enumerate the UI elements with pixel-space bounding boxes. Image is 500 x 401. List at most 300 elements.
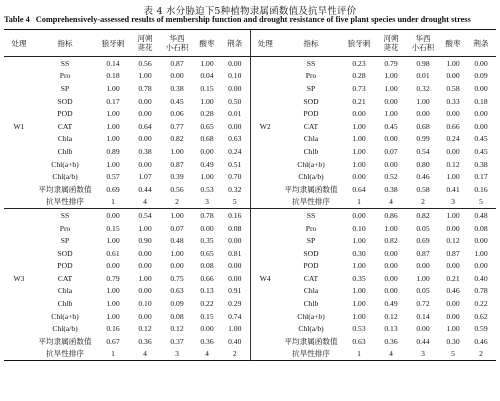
indicator-cell: 抗旱性排序 bbox=[280, 196, 342, 209]
value-cell: 0.38 bbox=[138, 146, 152, 156]
value-cell: 0.00 bbox=[446, 71, 460, 81]
value-cell: 0.54 bbox=[138, 210, 152, 220]
value-cell: 1.00 bbox=[352, 121, 366, 131]
value-cell: 0.00 bbox=[384, 286, 398, 296]
value-cell: 0.28 bbox=[200, 109, 214, 119]
value-cell: 0.82 bbox=[170, 134, 184, 144]
table-row bbox=[4, 297, 496, 310]
value-cell: 4 bbox=[205, 349, 209, 359]
value-cell: 1.00 bbox=[446, 324, 460, 334]
value-cell: 0.32 bbox=[416, 83, 430, 93]
value-cell: 0.64 bbox=[352, 184, 366, 194]
value-cell: 0.49 bbox=[200, 159, 214, 169]
value-cell: 0.00 bbox=[474, 121, 488, 131]
indicator-cell: Pro bbox=[59, 223, 71, 233]
treatment-cell bbox=[4, 335, 34, 348]
value-cell: 0.68 bbox=[416, 121, 430, 131]
value-cell: 3 bbox=[421, 349, 425, 359]
value-cell: 0.53 bbox=[200, 184, 214, 194]
indicator-cell: Pro bbox=[305, 223, 317, 233]
table-row bbox=[4, 348, 496, 361]
value-cell: 3 bbox=[175, 349, 179, 359]
value-cell: 0.56 bbox=[138, 58, 152, 68]
value-cell: 0.00 bbox=[416, 261, 430, 271]
indicator-cell: SP bbox=[60, 236, 70, 246]
value-cell: 0.15 bbox=[200, 83, 214, 93]
value-cell: 4 bbox=[389, 349, 393, 359]
value-cell: 0.51 bbox=[220, 158, 250, 171]
value-cell: 0.89 bbox=[106, 146, 120, 156]
value-cell: 1.07 bbox=[138, 172, 152, 182]
value-cell: 0.01 bbox=[220, 107, 250, 120]
header-treatment-right: 处理 bbox=[250, 30, 280, 57]
indicator-cell: 平均隶属函数值 bbox=[38, 184, 92, 194]
treatment-cell bbox=[250, 310, 280, 323]
value-cell: 0.63 bbox=[220, 133, 250, 146]
header-species-4-right: 酸枣 bbox=[440, 30, 466, 57]
table-row bbox=[4, 107, 496, 120]
indicator-cell: Chl(a/b) bbox=[52, 324, 78, 334]
value-cell: 0.81 bbox=[220, 247, 250, 260]
indicator-cell: Chla bbox=[57, 286, 73, 296]
value-cell: 0.12 bbox=[138, 324, 152, 334]
value-cell: 0.82 bbox=[416, 210, 430, 220]
value-cell: 0.00 bbox=[416, 324, 430, 334]
value-cell: 0.10 bbox=[220, 70, 250, 83]
value-cell: 0.65 bbox=[200, 121, 214, 131]
value-cell: 0.46 bbox=[446, 286, 460, 296]
value-cell: 1.00 bbox=[200, 58, 214, 68]
table-row bbox=[4, 183, 496, 196]
value-cell: 0.78 bbox=[138, 83, 152, 93]
treatment-cell bbox=[250, 209, 280, 222]
value-cell: 0.72 bbox=[416, 299, 430, 309]
value-cell: 0.14 bbox=[106, 58, 120, 68]
value-cell: 4 bbox=[376, 196, 406, 209]
value-cell: 0.87 bbox=[170, 58, 184, 68]
table-row bbox=[4, 196, 496, 209]
header-indicator-right: 指标 bbox=[280, 30, 342, 57]
value-cell: 0.63 bbox=[352, 336, 366, 346]
table-row bbox=[4, 145, 496, 158]
value-cell: 1.00 bbox=[352, 261, 366, 271]
indicator-cell: Chla bbox=[303, 286, 319, 296]
value-cell: 1.00 bbox=[446, 172, 460, 182]
table-label: Table 4 bbox=[4, 15, 30, 24]
value-cell: 0.08 bbox=[170, 311, 184, 321]
value-cell: 0.29 bbox=[220, 297, 250, 310]
value-cell: 0.35 bbox=[352, 273, 366, 283]
value-cell: 0.00 bbox=[220, 260, 250, 273]
value-cell: 0.48 bbox=[474, 210, 488, 220]
value-cell: 1.00 bbox=[138, 273, 152, 283]
value-cell: 0.00 bbox=[384, 261, 398, 271]
indicator-cell: 平均隶属函数值 bbox=[284, 184, 338, 194]
value-cell: 0.33 bbox=[446, 96, 460, 106]
value-cell: 2 bbox=[160, 196, 194, 209]
indicator-cell: Chl(a+b) bbox=[297, 311, 325, 321]
value-cell: 0.00 bbox=[200, 146, 214, 156]
value-cell: 4 bbox=[130, 196, 160, 209]
indicator-cell: Chl(a/b) bbox=[298, 172, 324, 182]
value-cell: 0.21 bbox=[352, 96, 366, 106]
value-cell: 0.69 bbox=[106, 184, 120, 194]
table-caption-en-text: Comprehensively-assessed results of membership function and drought resistance of five plant species under drought stress bbox=[35, 15, 471, 24]
value-cell: 0.12 bbox=[384, 311, 398, 321]
treatment-cell bbox=[4, 158, 34, 171]
table-row bbox=[4, 158, 496, 171]
indicator-cell: SS bbox=[60, 210, 70, 220]
value-cell: 0.07 bbox=[384, 146, 398, 156]
value-cell: 0.41 bbox=[446, 184, 460, 194]
value-cell: 1.00 bbox=[352, 299, 366, 309]
value-cell: 0.00 bbox=[352, 172, 366, 182]
indicator-cell: 抗旱性排序 bbox=[292, 349, 330, 359]
value-cell: 0.46 bbox=[474, 336, 488, 346]
value-cell: 0.66 bbox=[446, 121, 460, 131]
value-cell: 0.46 bbox=[416, 172, 430, 182]
table-row bbox=[4, 335, 496, 348]
header-species-1-right: 狼牙刺 bbox=[342, 30, 376, 57]
indicator-cell: SOD bbox=[57, 248, 73, 258]
value-cell: 0.00 bbox=[384, 159, 398, 169]
indicator-cell: Chla bbox=[303, 134, 319, 144]
value-cell: 1 bbox=[111, 349, 115, 359]
value-cell: 0.36 bbox=[138, 336, 152, 346]
value-cell: 0.00 bbox=[384, 134, 398, 144]
treatment-cell bbox=[250, 322, 280, 335]
value-cell: 0.30 bbox=[446, 336, 460, 346]
value-cell: 0.66 bbox=[200, 273, 214, 283]
header-indicator: 指标 bbox=[34, 30, 96, 57]
treatment-cell bbox=[4, 260, 34, 273]
treatment-cell bbox=[250, 82, 280, 95]
value-cell: 0.22 bbox=[474, 299, 488, 309]
header-treatment: 处理 bbox=[4, 30, 34, 57]
indicator-cell: SP bbox=[60, 83, 70, 93]
value-cell: 0.53 bbox=[352, 324, 366, 334]
table-row bbox=[4, 222, 496, 235]
header-species-2: 河朔 荛花 bbox=[130, 30, 160, 57]
treatment-cell bbox=[250, 348, 280, 361]
value-cell: 0.54 bbox=[416, 146, 430, 156]
value-cell: 3 bbox=[194, 196, 220, 209]
value-cell: 0.67 bbox=[106, 336, 120, 346]
indicator-cell: Pro bbox=[305, 71, 317, 81]
value-cell: 0.13 bbox=[200, 286, 214, 296]
indicator-cell: 抗旱性排序 bbox=[34, 196, 96, 209]
indicator-cell: Chl(a+b) bbox=[51, 159, 79, 169]
value-cell: 0.58 bbox=[446, 83, 460, 93]
value-cell: 1.00 bbox=[352, 146, 366, 156]
treatment-cell bbox=[4, 145, 34, 158]
treatment-cell bbox=[250, 133, 280, 146]
treatment-cell bbox=[4, 285, 34, 298]
indicator-cell: POD bbox=[57, 109, 73, 119]
header-species-3: 华西 小石积 bbox=[160, 30, 194, 57]
value-cell: 0.70 bbox=[220, 170, 250, 183]
value-cell: 0.00 bbox=[106, 210, 120, 220]
value-cell: 1.00 bbox=[170, 210, 184, 220]
value-cell: 0.86 bbox=[384, 210, 398, 220]
indicator-cell: SS bbox=[306, 58, 316, 68]
treatment-cell bbox=[4, 196, 34, 209]
value-cell: 0.00 bbox=[220, 57, 250, 70]
indicator-cell: SP bbox=[306, 236, 316, 246]
treatment-cell bbox=[4, 310, 34, 323]
value-cell: 0.98 bbox=[416, 58, 430, 68]
indicator-cell: Chl(a/b) bbox=[298, 324, 324, 334]
indicator-cell: Chl(a+b) bbox=[297, 159, 325, 169]
value-cell: 0.06 bbox=[170, 109, 184, 119]
value-cell: 1.00 bbox=[352, 159, 366, 169]
value-cell: 0.00 bbox=[138, 311, 152, 321]
treatment-cell bbox=[4, 234, 34, 247]
indicator-cell: 平均隶属函数值 bbox=[284, 336, 338, 346]
treatment-cell bbox=[250, 70, 280, 83]
indicator-cell: POD bbox=[303, 261, 319, 271]
table-row bbox=[4, 120, 496, 133]
table-row bbox=[4, 272, 496, 285]
value-cell: 1.00 bbox=[352, 134, 366, 144]
header-row bbox=[4, 30, 496, 57]
treatment-cell bbox=[250, 196, 280, 209]
table-row bbox=[4, 209, 496, 222]
value-cell: 0.00 bbox=[220, 272, 250, 285]
treatment-cell bbox=[250, 222, 280, 235]
value-cell: 0.73 bbox=[352, 83, 366, 93]
value-cell: 0.00 bbox=[138, 286, 152, 296]
membership-function-table bbox=[4, 29, 496, 361]
value-cell: 0.00 bbox=[446, 109, 460, 119]
header-species-3-right: 华西 小石积 bbox=[406, 30, 440, 57]
treatment-cell bbox=[4, 95, 34, 108]
value-cell: 1.00 bbox=[106, 286, 120, 296]
value-cell: 0.18 bbox=[474, 96, 488, 106]
indicator-cell: Chlb bbox=[57, 146, 73, 156]
treatment-cell bbox=[4, 57, 34, 70]
table-row bbox=[4, 247, 496, 260]
value-cell: 0.08 bbox=[220, 222, 250, 235]
indicator-cell: Chl(a/b) bbox=[52, 172, 78, 182]
value-cell: 0.74 bbox=[220, 310, 250, 323]
table-row bbox=[4, 133, 496, 146]
value-cell: 0.40 bbox=[474, 273, 488, 283]
table-body bbox=[4, 57, 496, 361]
treatment-cell bbox=[250, 260, 280, 273]
treatment-cell bbox=[250, 285, 280, 298]
indicator-cell: CAT bbox=[303, 273, 319, 283]
indicator-cell: Pro bbox=[59, 71, 71, 81]
value-cell: 0.00 bbox=[474, 109, 488, 119]
value-cell: 0.00 bbox=[352, 109, 366, 119]
value-cell: 1 bbox=[357, 349, 361, 359]
treatment-cell bbox=[4, 247, 34, 260]
treatment-cell bbox=[250, 234, 280, 247]
indicator-cell: 抗旱性排序 bbox=[46, 349, 84, 359]
header-species-5-right: 荆条 bbox=[466, 30, 496, 57]
indicator-cell: Chlb bbox=[303, 299, 319, 309]
treatment-cell: W2 bbox=[259, 121, 271, 131]
value-cell: 1.00 bbox=[200, 96, 214, 106]
treatment-cell bbox=[4, 222, 34, 235]
value-cell: 0.57 bbox=[106, 172, 120, 182]
treatment-cell bbox=[250, 183, 280, 196]
value-cell: 1.00 bbox=[106, 159, 120, 169]
indicator-cell: Chlb bbox=[57, 299, 73, 309]
value-cell: 0.08 bbox=[200, 261, 214, 271]
treatment-cell bbox=[4, 107, 34, 120]
value-cell: 1.00 bbox=[474, 248, 488, 258]
value-cell: 0.17 bbox=[474, 172, 488, 182]
table-row bbox=[4, 285, 496, 298]
treatment-cell bbox=[250, 57, 280, 70]
treatment-cell bbox=[250, 145, 280, 158]
table-caption-en bbox=[4, 15, 498, 24]
value-cell: 0.16 bbox=[220, 209, 250, 222]
table-row bbox=[4, 70, 496, 83]
value-cell: 0.00 bbox=[170, 71, 184, 81]
value-cell: 0.64 bbox=[138, 121, 152, 131]
value-cell: 0.45 bbox=[170, 96, 184, 106]
value-cell: 0.48 bbox=[170, 236, 184, 246]
value-cell: 0.00 bbox=[138, 159, 152, 169]
value-cell: 0.30 bbox=[352, 248, 366, 258]
treatment-cell bbox=[250, 247, 280, 260]
value-cell: 0.04 bbox=[200, 71, 214, 81]
treatment-cell bbox=[4, 82, 34, 95]
value-cell: 0.00 bbox=[200, 324, 214, 334]
indicator-cell: 平均隶属函数值 bbox=[38, 336, 92, 346]
treatment-cell: W1 bbox=[13, 121, 25, 131]
value-cell: 1.00 bbox=[220, 322, 250, 335]
table-row bbox=[4, 82, 496, 95]
value-cell: 0.44 bbox=[416, 336, 430, 346]
value-cell: 0.58 bbox=[416, 184, 430, 194]
value-cell: 1.00 bbox=[138, 71, 152, 81]
value-cell: 2 bbox=[406, 196, 440, 209]
value-cell: 0.21 bbox=[446, 273, 460, 283]
table-row bbox=[4, 57, 496, 70]
value-cell: 1 bbox=[96, 196, 130, 209]
value-cell: 5 bbox=[220, 196, 250, 209]
indicator-cell: SOD bbox=[303, 96, 319, 106]
indicator-cell: SS bbox=[60, 58, 70, 68]
value-cell: 1.00 bbox=[170, 146, 184, 156]
value-cell: 1.00 bbox=[352, 286, 366, 296]
value-cell: 0.24 bbox=[220, 145, 250, 158]
value-cell: 0.17 bbox=[106, 96, 120, 106]
value-cell: 0.16 bbox=[106, 324, 120, 334]
treatment-cell: W4 bbox=[259, 273, 271, 283]
value-cell: 0.05 bbox=[416, 223, 430, 233]
value-cell: 1.00 bbox=[384, 83, 398, 93]
value-cell: 0.38 bbox=[384, 184, 398, 194]
value-cell: 0.00 bbox=[416, 109, 430, 119]
value-cell: 0.09 bbox=[474, 71, 488, 81]
value-cell: 0.49 bbox=[384, 299, 398, 309]
value-cell: 0.00 bbox=[384, 273, 398, 283]
value-cell: 1.00 bbox=[446, 58, 460, 68]
value-cell: 0.08 bbox=[474, 223, 488, 233]
treatment-cell bbox=[250, 107, 280, 120]
value-cell: 0.18 bbox=[106, 71, 120, 81]
value-cell: 1.00 bbox=[106, 83, 120, 93]
value-cell: 0.00 bbox=[474, 83, 488, 93]
treatment-cell bbox=[4, 183, 34, 196]
value-cell: 0.68 bbox=[200, 134, 214, 144]
value-cell: 0.00 bbox=[138, 109, 152, 119]
value-cell: 0.65 bbox=[200, 248, 214, 258]
value-cell: 0.45 bbox=[384, 121, 398, 131]
value-cell: 0.12 bbox=[446, 159, 460, 169]
value-cell: 0.24 bbox=[446, 134, 460, 144]
value-cell: 1.00 bbox=[200, 172, 214, 182]
value-cell: 0.00 bbox=[352, 210, 366, 220]
value-cell: 0.23 bbox=[352, 58, 366, 68]
value-cell: 0.80 bbox=[416, 159, 430, 169]
value-cell: 0.00 bbox=[106, 261, 120, 271]
value-cell: 0.00 bbox=[138, 134, 152, 144]
value-cell: 0.62 bbox=[474, 311, 488, 321]
value-cell: 0.00 bbox=[138, 248, 152, 258]
value-cell: 1.00 bbox=[352, 311, 366, 321]
value-cell: 0.78 bbox=[474, 286, 488, 296]
value-cell: 0.37 bbox=[170, 336, 184, 346]
value-cell: 0.00 bbox=[446, 299, 460, 309]
value-cell: 0.75 bbox=[170, 273, 184, 283]
table-row bbox=[4, 322, 496, 335]
table-row bbox=[4, 234, 496, 247]
value-cell: 0.22 bbox=[200, 299, 214, 309]
table-row bbox=[4, 170, 496, 183]
value-cell: 4 bbox=[143, 349, 147, 359]
value-cell: 0.01 bbox=[416, 71, 430, 81]
value-cell: 0.87 bbox=[416, 248, 430, 258]
value-cell: 1.00 bbox=[138, 223, 152, 233]
value-cell: 0.00 bbox=[474, 58, 488, 68]
value-cell: 0.00 bbox=[384, 96, 398, 106]
treatment-cell: W3 bbox=[13, 273, 25, 283]
value-cell: 0.07 bbox=[170, 223, 184, 233]
value-cell: 0.32 bbox=[220, 183, 250, 196]
treatment-cell bbox=[250, 95, 280, 108]
value-cell: 1.00 bbox=[106, 109, 120, 119]
treatment-cell bbox=[4, 322, 34, 335]
value-cell: 0.90 bbox=[138, 236, 152, 246]
value-cell: 0.00 bbox=[170, 261, 184, 271]
value-cell: 0.36 bbox=[200, 336, 214, 346]
value-cell: 0.44 bbox=[138, 184, 152, 194]
value-cell: 1.00 bbox=[384, 109, 398, 119]
value-cell: 1.00 bbox=[416, 96, 430, 106]
value-cell: 0.52 bbox=[384, 172, 398, 182]
value-cell: 0.12 bbox=[446, 236, 460, 246]
value-cell: 0.38 bbox=[170, 83, 184, 93]
value-cell: 0.36 bbox=[384, 336, 398, 346]
value-cell: 1 bbox=[342, 196, 376, 209]
value-cell: 0.16 bbox=[474, 184, 488, 194]
indicator-cell: SOD bbox=[303, 248, 319, 258]
value-cell: 0.39 bbox=[170, 172, 184, 182]
value-cell: 0.10 bbox=[138, 299, 152, 309]
value-cell: 0.78 bbox=[200, 210, 214, 220]
value-cell: 0.12 bbox=[170, 324, 184, 334]
value-cell: 0.00 bbox=[200, 223, 214, 233]
value-cell: 1.00 bbox=[106, 299, 120, 309]
table-row bbox=[4, 95, 496, 108]
value-cell: 2 bbox=[220, 348, 250, 361]
